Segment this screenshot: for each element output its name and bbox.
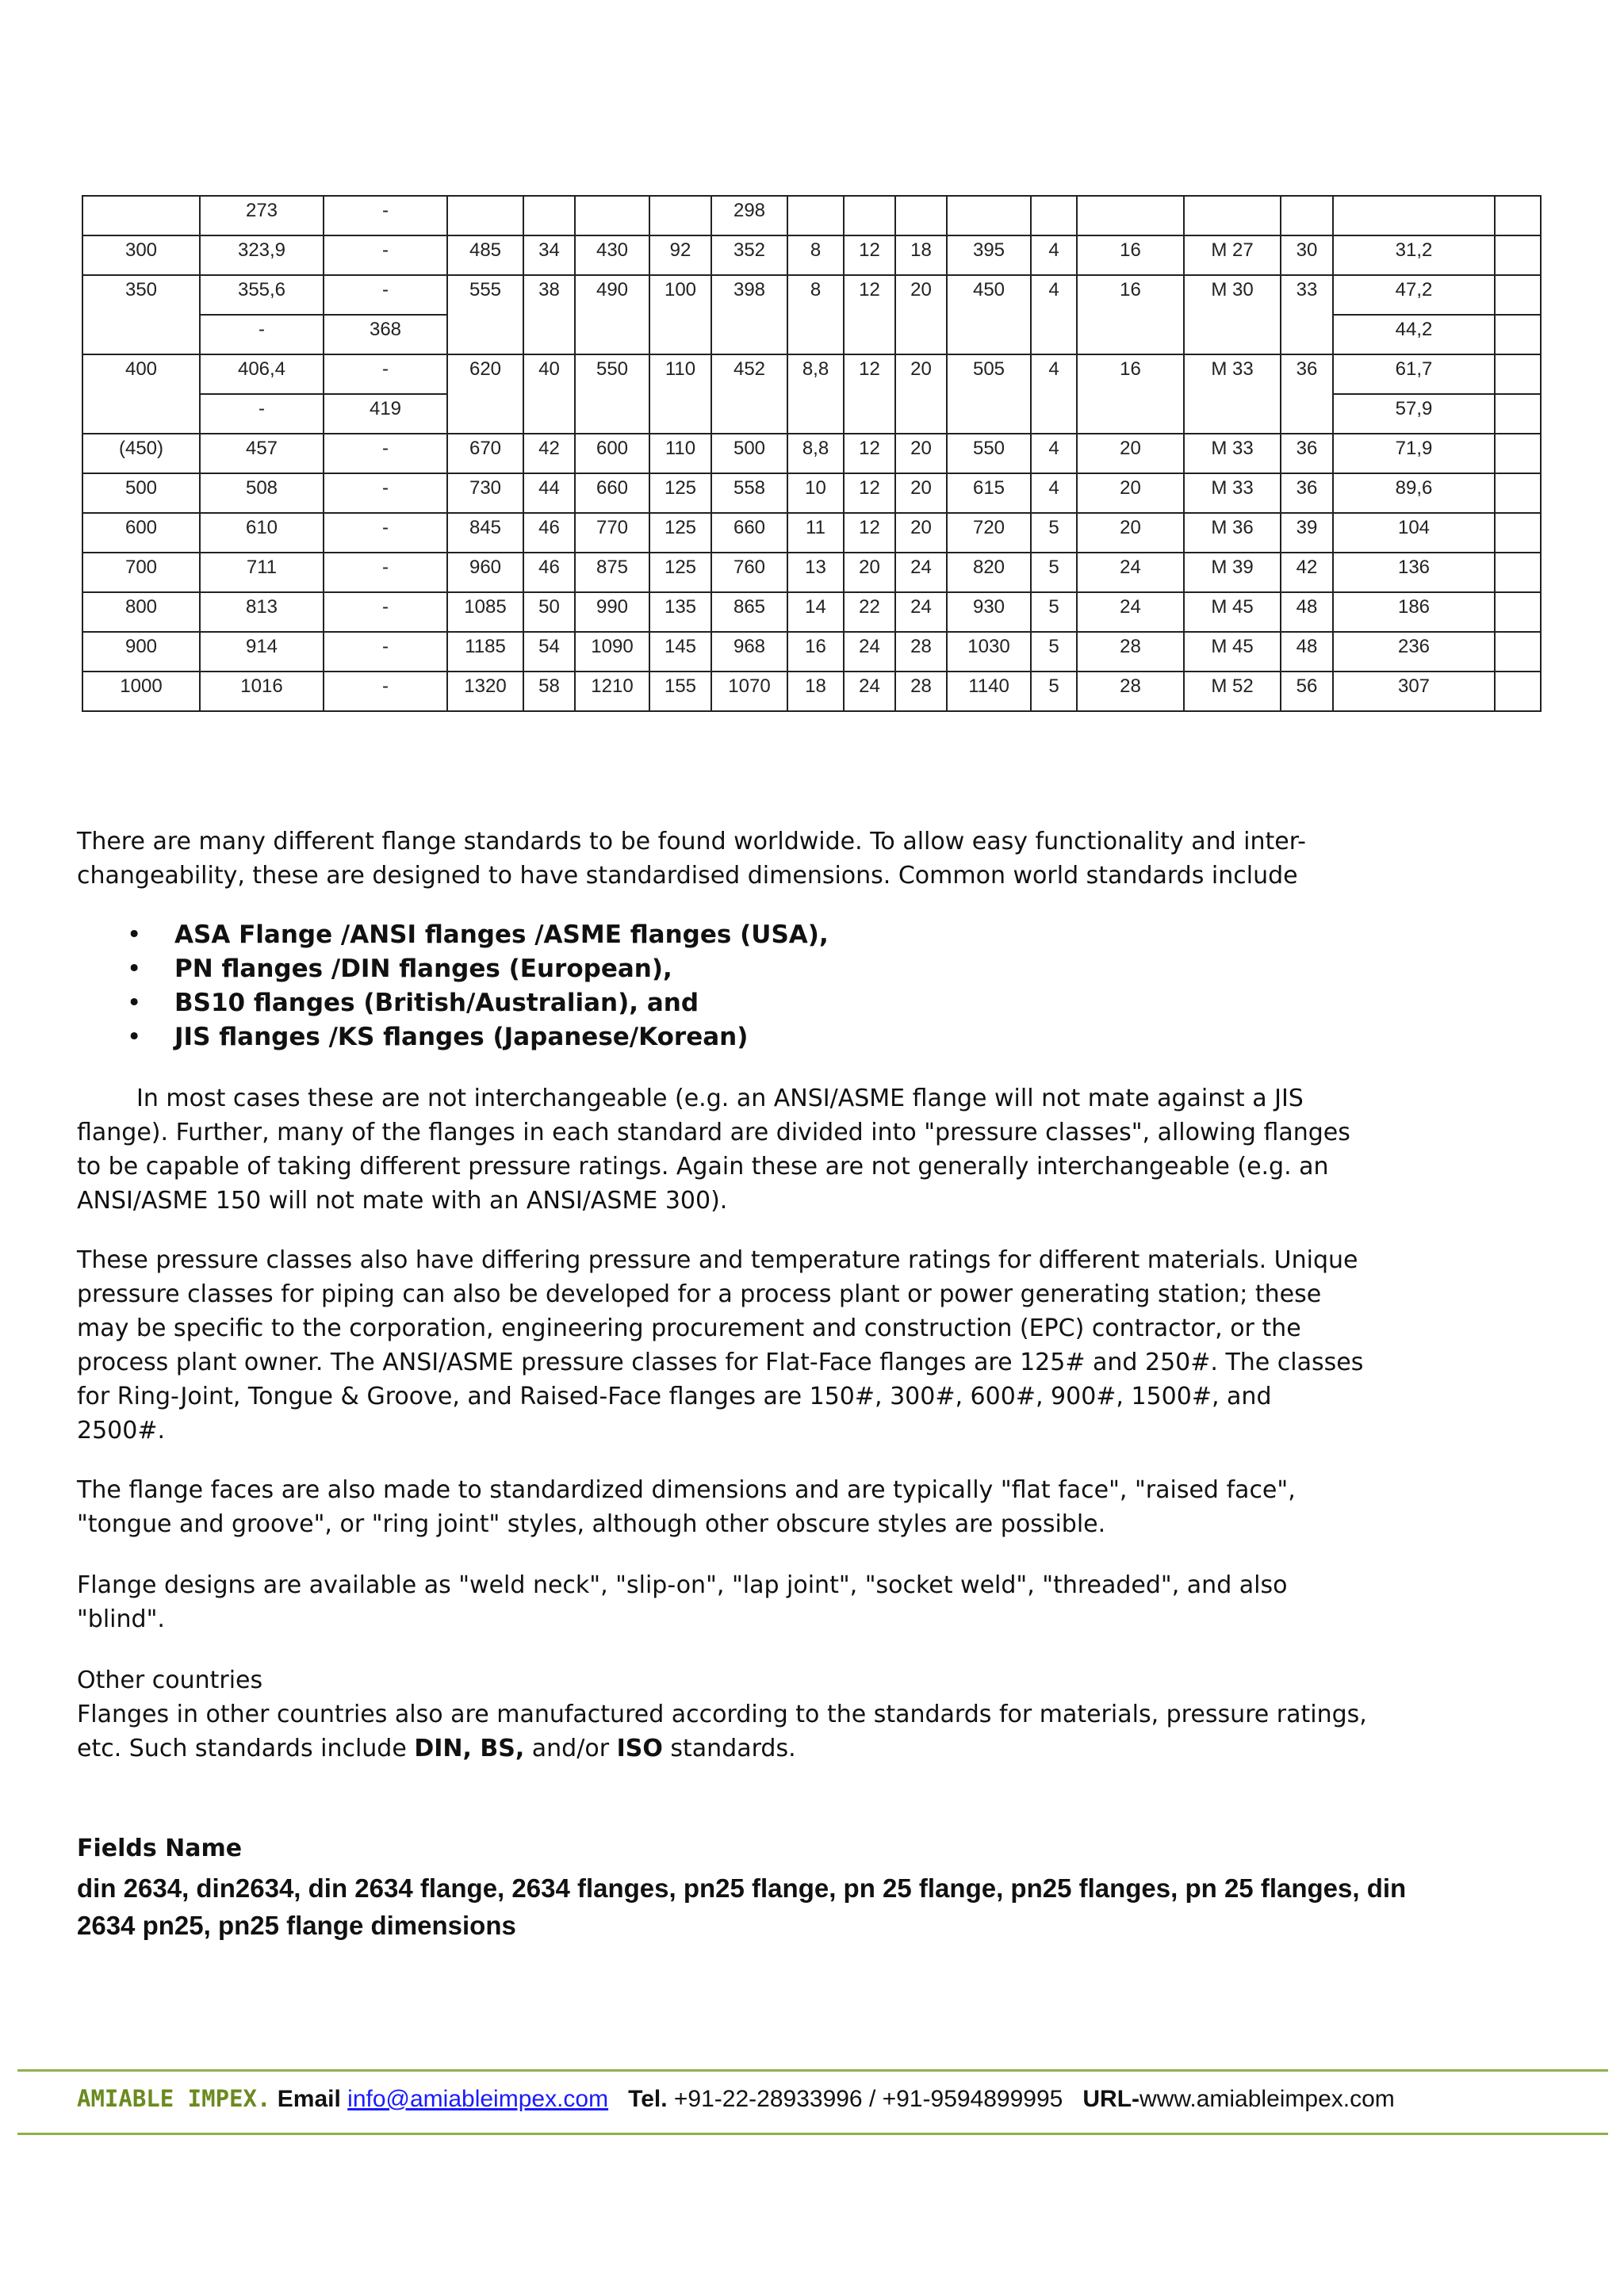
table-cell: 960 (447, 553, 523, 592)
table-cell: - (324, 513, 447, 553)
para5-line-2: "blind". (77, 1605, 165, 1633)
table-cell: M 33 (1184, 354, 1281, 434)
para2-line-2: flange). Further, many of the flanges in each standard are divided into "pressure classes", allowing flanges (77, 1119, 1350, 1146)
table-cell: 760 (711, 553, 787, 592)
table-cell (1281, 196, 1333, 235)
table-cell: 968 (711, 632, 787, 672)
table-cell: - (324, 553, 447, 592)
table-cell: 22 (844, 592, 895, 632)
table-cell: 12 (844, 473, 895, 513)
table-cell: 12 (844, 434, 895, 473)
table-cell: - (324, 275, 447, 315)
table-cell: 555 (447, 275, 523, 354)
table-cell: 12 (844, 275, 895, 354)
table-cell (1495, 235, 1541, 275)
standards-list (127, 918, 829, 1054)
table-row (82, 354, 1541, 394)
table-cell: 89,6 (1333, 473, 1495, 513)
tel-number: +91-22-28933996 / +91-9594899995 (673, 2086, 1063, 2112)
table-cell (649, 196, 711, 235)
table-cell: - (200, 315, 324, 354)
other-countries-heading: Other countries (77, 1667, 263, 1694)
table-cell: M 33 (1184, 473, 1281, 513)
table-cell: 36 (1281, 434, 1333, 473)
table-cell: - (324, 672, 447, 711)
table-cell: 12 (844, 513, 895, 553)
table-row (82, 434, 1541, 473)
table-cell: 24 (1077, 553, 1184, 592)
table-cell (1495, 275, 1541, 315)
table-cell: M 33 (1184, 434, 1281, 473)
url-text: www.amiableimpex.com (1139, 2086, 1395, 2112)
table-cell: 16 (1077, 235, 1184, 275)
table-cell: - (324, 235, 447, 275)
table-cell: M 27 (1184, 235, 1281, 275)
para2-line-1: In most cases these are not interchangeable (e.g. an ANSI/ASME flange will not mate against a JIS (136, 1085, 1304, 1112)
email-link[interactable]: info@amiableimpex.com (347, 2086, 609, 2112)
table-cell: M 30 (1184, 275, 1281, 354)
table-cell: 845 (447, 513, 523, 553)
para3-line-1: These pressure classes also have differing pressure and temperature ratings for different materials. Unique (77, 1246, 1358, 1274)
table-cell: 1210 (575, 672, 649, 711)
table-cell: 46 (523, 513, 575, 553)
url-label: URL- (1082, 2086, 1140, 2112)
table-cell: 914 (200, 632, 324, 672)
table-cell (523, 196, 575, 235)
table-cell: 550 (947, 434, 1031, 473)
table-cell: 136 (1333, 553, 1495, 592)
fields-name-heading: Fields Name (77, 1835, 243, 1862)
para2-line-4: ANSI/ASME 150 will not mate with an ANSI/ASME 300). (77, 1187, 728, 1215)
table-cell: 5 (1031, 553, 1077, 592)
table-cell: 600 (82, 513, 200, 553)
table-cell: 31,2 (1333, 235, 1495, 275)
table-cell: 615 (947, 473, 1031, 513)
table-cell (1495, 513, 1541, 553)
table-cell: 5 (1031, 592, 1077, 632)
table-cell: 54 (523, 632, 575, 672)
table-cell (1031, 196, 1077, 235)
table-cell: 28 (895, 672, 947, 711)
para4-line-2: "tongue and groove", or "ring joint" styles, although other obscure styles are possible. (77, 1510, 1106, 1538)
intro-paragraph (77, 825, 1441, 893)
table-cell: 11 (787, 513, 844, 553)
table-cell: 24 (844, 672, 895, 711)
para3-line-6: 2500#. (77, 1417, 166, 1445)
table-cell: 16 (1077, 275, 1184, 354)
table-cell: 42 (523, 434, 575, 473)
table-cell: 600 (575, 434, 649, 473)
table-cell: 61,7 (1333, 354, 1495, 394)
table-cell: 457 (200, 434, 324, 473)
table-cell: 4 (1031, 434, 1077, 473)
bullet-icon: • (127, 955, 142, 983)
table-cell (1495, 394, 1541, 434)
table-cell: 20 (895, 275, 947, 354)
table-row (82, 235, 1541, 275)
table-cell: 28 (1077, 632, 1184, 672)
list-item: • JIS flanges /KS flanges (Japanese/Korean) (127, 1020, 829, 1054)
table-cell: 145 (649, 632, 711, 672)
table-cell: 16 (1077, 354, 1184, 434)
table-cell: 58 (523, 672, 575, 711)
table-cell (1184, 196, 1281, 235)
table-cell: 40 (523, 354, 575, 434)
table-cell: 125 (649, 473, 711, 513)
table-cell: 430 (575, 235, 649, 275)
table-cell: 39 (1281, 513, 1333, 553)
pressure-classes-paragraph (77, 1243, 1441, 1448)
table-cell: 100 (649, 275, 711, 354)
footer-rule-bottom (17, 2133, 1608, 2135)
table-cell: 875 (575, 553, 649, 592)
table-cell (1333, 196, 1495, 235)
table-cell: 355,6 (200, 275, 324, 315)
table-cell: 36 (1281, 354, 1333, 434)
table-cell: 34 (523, 235, 575, 275)
table-cell: 670 (447, 434, 523, 473)
table-cell (1495, 592, 1541, 632)
table-cell (1495, 196, 1541, 235)
para5-line-1: Flange designs are available as "weld neck", "slip-on", "lap joint", "socket weld", "threaded", and also (77, 1571, 1288, 1599)
table-cell: 30 (1281, 235, 1333, 275)
table-cell: 660 (575, 473, 649, 513)
flange-designs-paragraph (77, 1568, 1441, 1636)
flange-dimensions-table (82, 195, 1542, 712)
table-row (82, 513, 1541, 553)
table-cell: 44,2 (1333, 315, 1495, 354)
bullet-icon: • (127, 920, 142, 949)
table-cell: 770 (575, 513, 649, 553)
table-cell (947, 196, 1031, 235)
table-row (82, 553, 1541, 592)
table-cell: 33 (1281, 275, 1333, 354)
table-cell: 4 (1031, 354, 1077, 434)
table-cell: 558 (711, 473, 787, 513)
table-cell: 20 (895, 513, 947, 553)
table-cell: 24 (844, 632, 895, 672)
table-cell: 298 (711, 196, 787, 235)
table-cell: 20 (1077, 434, 1184, 473)
table-cell: 930 (947, 592, 1031, 632)
table-cell: 400 (82, 354, 200, 434)
table-row (82, 196, 1541, 235)
table-cell: M 45 (1184, 592, 1281, 632)
table-cell: 20 (895, 354, 947, 434)
table-cell: 730 (447, 473, 523, 513)
intro-line-1: There are many different flange standards to be found worldwide. To allow easy functionality and inter- (77, 828, 1306, 855)
table-cell: 36 (1281, 473, 1333, 513)
table-row (82, 275, 1541, 315)
table-cell: - (324, 632, 447, 672)
table-cell: 20 (895, 434, 947, 473)
table-cell: 125 (649, 513, 711, 553)
table-cell: 1016 (200, 672, 324, 711)
table-cell: 450 (947, 275, 1031, 354)
table-cell: M 45 (1184, 632, 1281, 672)
table-cell: 8 (787, 275, 844, 354)
table-cell: - (324, 592, 447, 632)
table-cell: 1000 (82, 672, 200, 711)
table-row (82, 592, 1541, 632)
flange-dimensions-table-wrapper (82, 195, 1501, 712)
table-cell: 1090 (575, 632, 649, 672)
table-cell: 550 (575, 354, 649, 434)
bullet-icon: • (127, 1023, 142, 1051)
table-row (82, 473, 1541, 513)
para3-line-4: process plant owner. The ANSI/ASME pressure classes for Flat-Face flanges are 125# and 250#. The classes (77, 1349, 1364, 1376)
table-cell (1495, 672, 1541, 711)
table-cell: 24 (1077, 592, 1184, 632)
other-countries-paragraph (77, 1663, 1441, 1766)
table-cell: M 39 (1184, 553, 1281, 592)
table-cell: 368 (324, 315, 447, 354)
table-cell (1495, 632, 1541, 672)
table-cell: M 52 (1184, 672, 1281, 711)
table-cell (575, 196, 649, 235)
table-cell: - (324, 196, 447, 235)
table-cell: 236 (1333, 632, 1495, 672)
table-cell: 20 (1077, 473, 1184, 513)
table-cell: 700 (82, 553, 200, 592)
table-cell: 110 (649, 354, 711, 434)
table-cell: - (324, 473, 447, 513)
table-cell: 4 (1031, 275, 1077, 354)
table-cell (1495, 434, 1541, 473)
table-cell: 419 (324, 394, 447, 434)
table-cell (82, 196, 200, 235)
table-row (82, 672, 1541, 711)
table-cell: 125 (649, 553, 711, 592)
bullet-icon: • (127, 989, 142, 1017)
table-cell: - (200, 394, 324, 434)
table-cell: 186 (1333, 592, 1495, 632)
table-cell: 307 (1333, 672, 1495, 711)
table-cell: 12 (844, 235, 895, 275)
table-cell: 350 (82, 275, 200, 354)
para4-line-1: The flange faces are also made to standardized dimensions and are typically "flat face", "raised face", (77, 1476, 1296, 1504)
table-cell: 48 (1281, 592, 1333, 632)
table-cell: 900 (82, 632, 200, 672)
table-cell: - (324, 354, 447, 394)
table-cell: 42 (1281, 553, 1333, 592)
table-cell: 92 (649, 235, 711, 275)
table-cell: 5 (1031, 672, 1077, 711)
table-cell (1495, 473, 1541, 513)
table-cell: 395 (947, 235, 1031, 275)
table-cell: 1030 (947, 632, 1031, 672)
table-cell (1495, 354, 1541, 394)
table-cell: 490 (575, 275, 649, 354)
table-cell: 8 (787, 235, 844, 275)
table-cell: 8,8 (787, 354, 844, 434)
table-cell (787, 196, 844, 235)
table-cell: 1185 (447, 632, 523, 672)
table-cell: 28 (1077, 672, 1184, 711)
table-cell: 406,4 (200, 354, 324, 394)
table-cell: 452 (711, 354, 787, 434)
company-name: AMIABLE IMPEX. (77, 2085, 271, 2112)
table-cell: 71,9 (1333, 434, 1495, 473)
table-cell (1495, 315, 1541, 354)
table-cell: 5 (1031, 632, 1077, 672)
table-cell: 10 (787, 473, 844, 513)
table-cell: 46 (523, 553, 575, 592)
table-cell: 720 (947, 513, 1031, 553)
para3-line-5: for Ring-Joint, Tongue & Groove, and Raised-Face flanges are 150#, 300#, 600#, 900#, 1500#, and (77, 1383, 1272, 1410)
tel-label: Tel. (628, 2086, 668, 2112)
table-cell: 14 (787, 592, 844, 632)
para6-line-1: Flanges in other countries also are manufactured according to the standards for materials, pressure ratings, (77, 1701, 1367, 1728)
email-label: Email (277, 2086, 341, 2112)
table-cell: 57,9 (1333, 394, 1495, 434)
table-cell: 18 (895, 235, 947, 275)
table-cell: 5 (1031, 513, 1077, 553)
table-cell: 48 (1281, 632, 1333, 672)
table-cell: 352 (711, 235, 787, 275)
para3-line-2: pressure classes for piping can also be developed for a process plant or power generating station; these (77, 1280, 1322, 1308)
table-cell: 47,2 (1333, 275, 1495, 315)
table-cell: 1070 (711, 672, 787, 711)
table-cell: 18 (787, 672, 844, 711)
table-cell: 990 (575, 592, 649, 632)
table-cell: 273 (200, 196, 324, 235)
table-cell: (450) (82, 434, 200, 473)
table-cell: 820 (947, 553, 1031, 592)
table-cell: 865 (711, 592, 787, 632)
para3-line-3: may be specific to the corporation, engineering procurement and construction (EPC) contractor, or the (77, 1314, 1301, 1342)
table-cell: 620 (447, 354, 523, 434)
table-cell: 110 (649, 434, 711, 473)
table-cell: 813 (200, 592, 324, 632)
table-cell: 323,9 (200, 235, 324, 275)
table-cell: 505 (947, 354, 1031, 434)
intro-line-2: changeability, these are designed to have standardised dimensions. Common world standards include (77, 862, 1298, 890)
table-cell: 4 (1031, 235, 1077, 275)
table-cell: 1320 (447, 672, 523, 711)
table-cell: - (324, 434, 447, 473)
table-cell: 16 (787, 632, 844, 672)
table-cell: 508 (200, 473, 324, 513)
table-cell: 155 (649, 672, 711, 711)
table-cell: 1085 (447, 592, 523, 632)
table-cell: 24 (895, 553, 947, 592)
table-cell: 20 (1077, 513, 1184, 553)
table-cell: 610 (200, 513, 324, 553)
table-cell: 13 (787, 553, 844, 592)
table-cell: 4 (1031, 473, 1077, 513)
list-item: • PN flanges /DIN flanges (European), (127, 952, 829, 986)
flange-faces-paragraph (77, 1473, 1441, 1541)
para6-line-2: etc. Such standards include DIN, BS, and/or ISO standards. (77, 1735, 796, 1762)
table-cell: 1140 (947, 672, 1031, 711)
table-cell: 38 (523, 275, 575, 354)
table-cell: 20 (844, 553, 895, 592)
footer-rule-top (17, 2069, 1608, 2072)
table-cell (1077, 196, 1184, 235)
table-cell (895, 196, 947, 235)
table-cell: 50 (523, 592, 575, 632)
table-cell: 398 (711, 275, 787, 354)
table-cell: 500 (82, 473, 200, 513)
table-cell: 56 (1281, 672, 1333, 711)
table-cell: 8,8 (787, 434, 844, 473)
table-cell: 711 (200, 553, 324, 592)
table-cell (447, 196, 523, 235)
list-item: • BS10 flanges (British/Australian), and (127, 986, 829, 1020)
table-cell: 660 (711, 513, 787, 553)
table-cell: M 36 (1184, 513, 1281, 553)
table-cell: 300 (82, 235, 200, 275)
table-cell: 500 (711, 434, 787, 473)
table-cell: 24 (895, 592, 947, 632)
table-cell: 20 (895, 473, 947, 513)
table-cell: 44 (523, 473, 575, 513)
para2-line-3: to be capable of taking different pressure ratings. Again these are not generally interchangeable (e.g. an (77, 1153, 1329, 1181)
table-cell: 800 (82, 592, 200, 632)
table-row (82, 632, 1541, 672)
table-cell: 485 (447, 235, 523, 275)
interchangeability-paragraph (77, 1081, 1441, 1218)
footer (77, 2085, 1395, 2113)
table-cell: 135 (649, 592, 711, 632)
table-cell: 12 (844, 354, 895, 434)
fields-keywords: din 2634, din2634, din 2634 flange, 2634 flanges, pn25 flange, pn 25 flange, pn25 flanges, pn 25 flanges, din 2634 pn25, pn25 flange dimensions (77, 1873, 1407, 1940)
table-cell: 28 (895, 632, 947, 672)
table-cell (844, 196, 895, 235)
table-cell (1495, 553, 1541, 592)
list-item: • ASA Flange /ANSI flanges /ASME flanges (USA), (127, 918, 829, 952)
table-cell: 104 (1333, 513, 1495, 553)
